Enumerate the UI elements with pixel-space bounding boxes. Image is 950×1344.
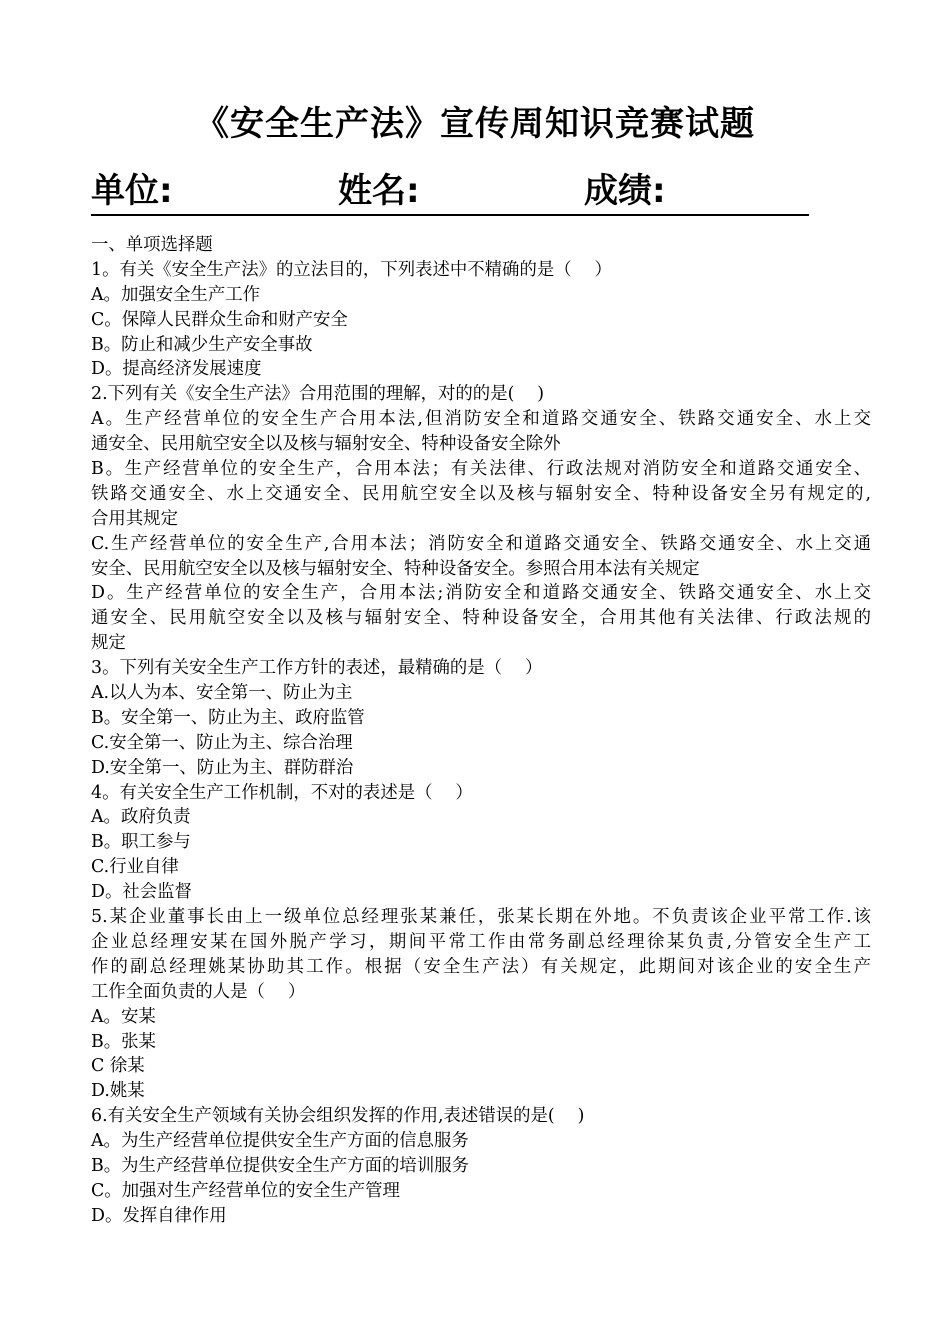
question-1-option-d: D。提高经济发展速度 [91, 359, 262, 380]
question-6: 6.有关安全生产领域有关协会组织发挥的作用,表述错误的是( ) [91, 1106, 585, 1127]
question-2-option-d-line: 通安全、民用航空安全以及核与辐射安全、特种设备安全，合用其他有关法律、行政法规的 [91, 608, 871, 629]
question-2-option-b-line: 合用其规定 [91, 508, 178, 529]
question-5-line: 企业总经理安某在国外脱产学习，期间平常工作由常务副总经理徐某负责,分管安全生产工 [91, 931, 871, 952]
question-4-option-a: A。政府负责 [91, 807, 191, 828]
question-4-option-b: B。职工参与 [91, 832, 191, 853]
question-2-option-c-line: C.生产经营单位的安全生产,合用本法；消防安全和道路交通安全、铁路交通安全、水上交通 [91, 533, 871, 554]
question-1-option-b: B。防止和减少生产安全事故 [91, 334, 313, 355]
question-body [91, 233, 871, 1229]
score-label: 成绩: [584, 171, 666, 211]
question-2-option-a-line: A。生产经营单位的安全生产合用本法,但消防安全和道路交通安全、铁路交通安全、水上交 [91, 409, 871, 430]
question-3: 3。下列有关安全生产工作方针的表述，最精确的是（ ） [91, 658, 543, 679]
question-6-option-d: D。发挥自律作用 [91, 1205, 227, 1226]
question-1-option-c: C。保障人民群众生命和财产安全 [91, 309, 348, 330]
question-3-option-d: D.安全第一、防止为主、群防群治 [91, 757, 354, 778]
page-title: 《安全生产法》宣传周知识竞赛试题 [195, 104, 755, 144]
question-3-option-c: C.安全第一、防止为主、综合治理 [91, 732, 353, 753]
question-1: 1。有关《安全生产法》的立法目的，下列表述中不精确的是（ ） [91, 259, 612, 280]
question-5-line: 工作全面负责的人是（ ） [91, 981, 306, 1002]
section-heading: 一、单项选择题 [91, 235, 213, 255]
question-3-option-a: A.以人为本、安全第一、防止为主 [91, 683, 353, 704]
question-2-option-d-line: D。生产经营单位的安全生产，合用本法;消防安全和道路交通安全、铁路交通安全、水上交 [91, 583, 871, 604]
question-3-option-b: B。安全第一、防止为主、政府监管 [91, 707, 365, 728]
name-label: 姓名: [338, 171, 420, 211]
question-6-option-b: B。为生产经营单位提供安全生产方面的培训服务 [91, 1155, 469, 1176]
question-6-option-a: A。为生产经营单位提供安全生产方面的信息服务 [91, 1131, 469, 1152]
question-5-option-b: B。张某 [91, 1031, 156, 1052]
question-5-option-c: C 徐某 [91, 1056, 145, 1077]
unit-label: 单位: [91, 171, 173, 211]
question-2: 2.下列有关《安全生产法》合用范围的理解，对的的是( ) [91, 384, 545, 405]
exam-info-row [91, 168, 809, 216]
question-5-option-d: D.姚某 [91, 1081, 145, 1102]
question-6-option-c: C。加强对生产经营单位的安全生产管理 [91, 1180, 400, 1201]
question-2-option-d-line: 规定 [91, 633, 126, 654]
question-2-option-b-line: B。生产经营单位的安全生产，合用本法；有关法律、行政法规对消防安全和道路交通安全、 [91, 459, 871, 480]
question-4-option-c: C.行业自律 [91, 857, 179, 878]
question-5-option-a: A。安某 [91, 1006, 156, 1027]
question-2-option-a-line: 通安全、民用航空安全以及核与辐射安全、特种设备安全除外 [91, 434, 561, 455]
question-4: 4。有关安全生产工作机制，不对的表述是（ ） [91, 782, 473, 803]
question-2-option-b-line: 铁路交通安全、水上交通安全、民用航空安全以及核与辐射安全、特种设备安全另有规定的, [91, 483, 871, 504]
question-4-option-d: D。社会监督 [91, 882, 192, 903]
question-5-line: 作的副总经理姚某协助其工作。根据（安全生产法）有关规定，此期间对该企业的安全生产 [91, 956, 871, 977]
question-1-option-a: A。加强安全生产工作 [91, 284, 261, 305]
question-2-option-c-line: 安全、民用航空安全以及核与辐射安全、特种设备安全。参照合用本法有关规定 [91, 558, 700, 579]
question-5-line: 5.某企业董事长由上一级单位总经理张某兼任，张某长期在外地。不负责该企业平常工作.该 [91, 907, 871, 928]
